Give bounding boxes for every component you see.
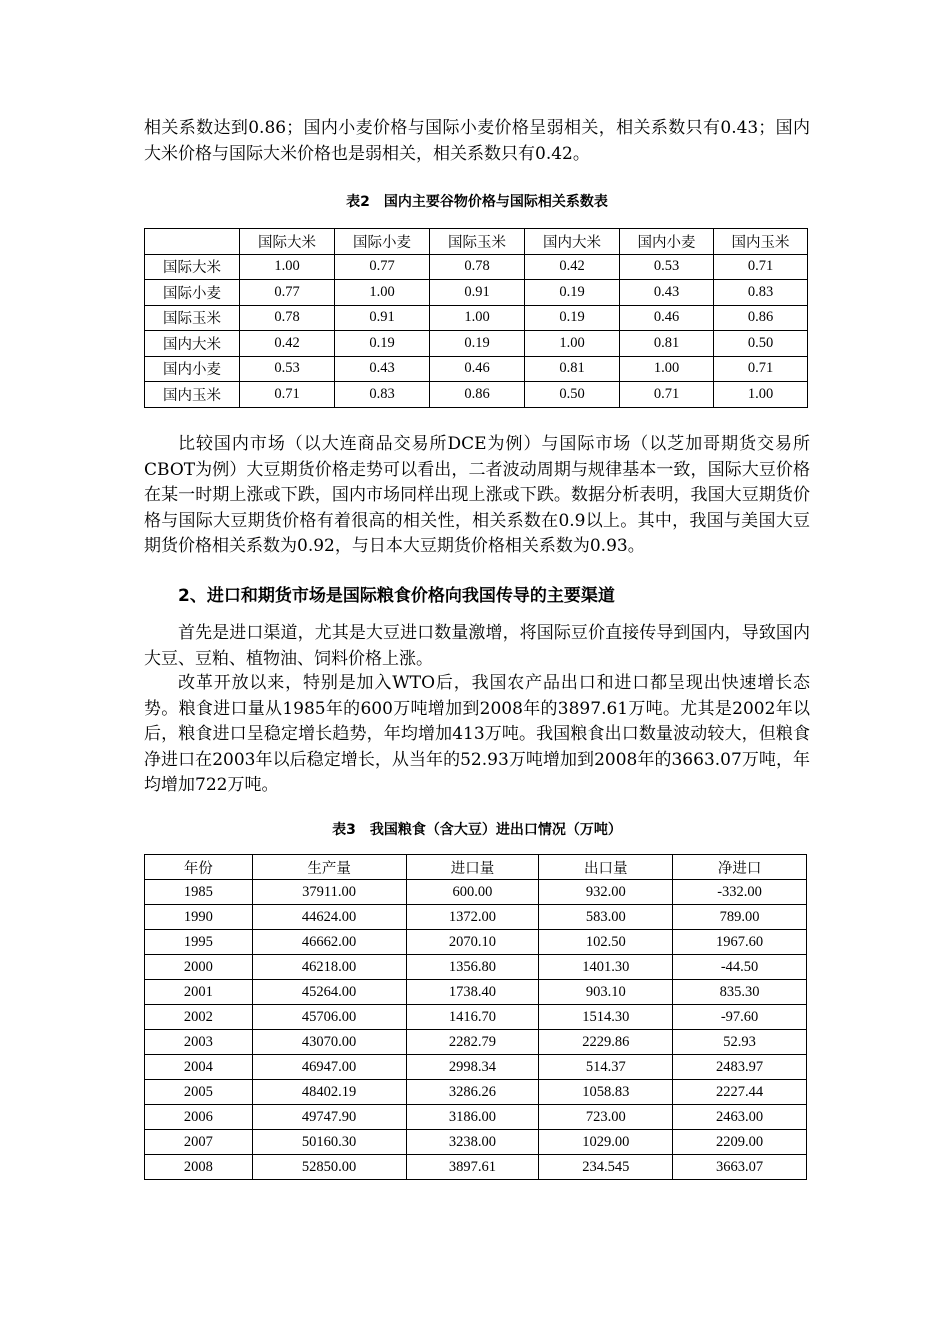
table3-cell: 46662.00 xyxy=(252,930,406,955)
table3-cell: 789.00 xyxy=(673,905,807,930)
table3-cell: 2227.44 xyxy=(673,1080,807,1105)
table-row xyxy=(145,280,808,306)
table2-row-label: 国内玉米 xyxy=(145,382,240,408)
table-row xyxy=(145,254,808,280)
table2-cell: 0.50 xyxy=(714,331,808,357)
table3-cell: 1967.60 xyxy=(673,930,807,955)
table-row xyxy=(145,1055,807,1080)
table2-cell: 0.46 xyxy=(620,305,714,331)
table3-cell: 3186.00 xyxy=(406,1105,539,1130)
table3-cell: 46947.00 xyxy=(252,1055,406,1080)
table-row xyxy=(145,1080,807,1105)
table2-cell: 0.46 xyxy=(430,356,525,382)
table2-cell: 0.42 xyxy=(525,254,620,280)
table2-cell: 0.43 xyxy=(335,356,430,382)
table3-cell: 723.00 xyxy=(539,1105,673,1130)
paragraph-soybean-futures: 比较国内市场（以大连商品交易所DCE为例）与国际市场（以芝加哥期货交易所CBOT为例）大豆期货价格走势可以看出，二者波动周期与规律基本一致，国际大豆价格在某一时期上涨或下跌，国内市场同样出现上涨或下跌。数据分析表明，我国大豆期货价格与国际大豆期货价格有着很高的相关性，相关系数在0.9以上。其中，我国与美国大豆期货价格相关系数为0.92，与日本大豆期货价格相关系数为0.93。 xyxy=(144,434,810,556)
table2-cell: 1.00 xyxy=(714,382,808,408)
table3-header-cell: 生产量 xyxy=(252,855,406,880)
table3-cell: 3238.00 xyxy=(406,1130,539,1155)
table3-cell: 1738.40 xyxy=(406,980,539,1005)
table-row xyxy=(145,305,808,331)
table-row xyxy=(145,905,807,930)
table2-header-row xyxy=(145,229,808,255)
table2-cell: 0.91 xyxy=(430,280,525,306)
table3-cell: 1372.00 xyxy=(406,905,539,930)
table3-cell: 932.00 xyxy=(539,880,673,905)
table3-caption: 表3 我国粮食（含大豆）进出口情况（万吨） xyxy=(332,822,622,838)
table2-cell: 1.00 xyxy=(620,356,714,382)
table3-year-cell: 2007 xyxy=(145,1130,253,1155)
table-row xyxy=(145,356,808,382)
table2-cell: 1.00 xyxy=(430,305,525,331)
table3-cell: 48402.19 xyxy=(252,1080,406,1105)
table2-cell: 0.83 xyxy=(714,280,808,306)
table2-cell: 0.71 xyxy=(240,382,335,408)
table2-correlation xyxy=(144,228,808,408)
table2-cell: 0.19 xyxy=(525,305,620,331)
table3-year-cell: 2006 xyxy=(145,1105,253,1130)
table2-cell: 0.86 xyxy=(430,382,525,408)
table-row xyxy=(145,880,807,905)
table3-cell: 835.30 xyxy=(673,980,807,1005)
table2-cell: 0.71 xyxy=(620,382,714,408)
table2-cell: 0.19 xyxy=(335,331,430,357)
table2-row-label: 国际大米 xyxy=(145,254,240,280)
table3-cell: 52850.00 xyxy=(252,1155,406,1180)
table3-year-cell: 2004 xyxy=(145,1055,253,1080)
table3-grain-trade xyxy=(144,854,807,1180)
table3-year-cell: 1990 xyxy=(145,905,253,930)
table2-header-cell: 国际大米 xyxy=(240,229,335,255)
table2-cell: 0.91 xyxy=(335,305,430,331)
table-row xyxy=(145,1130,807,1155)
table2-row-label: 国际玉米 xyxy=(145,305,240,331)
table3-cell: -332.00 xyxy=(673,880,807,905)
table3-cell: 2282.79 xyxy=(406,1030,539,1055)
table3-cell: 1514.30 xyxy=(539,1005,673,1030)
table2-cell: 0.77 xyxy=(240,280,335,306)
table-row xyxy=(145,1155,807,1180)
table2-header-cell: 国内小麦 xyxy=(620,229,714,255)
table3-cell: 46218.00 xyxy=(252,955,406,980)
paragraph-import-channel: 首先是进口渠道，尤其是大豆进口数量激增，将国际豆价直接传导到国内，导致国内大豆、豆粕、植物油、饲料价格上涨。 xyxy=(144,623,810,669)
table2-cell: 0.19 xyxy=(525,280,620,306)
table3-cell: 1416.70 xyxy=(406,1005,539,1030)
table2-cell: 0.53 xyxy=(240,356,335,382)
table3-cell: -44.50 xyxy=(673,955,807,980)
table2-caption: 表2 国内主要谷物价格与国际相关系数表 xyxy=(346,194,608,210)
table3-cell: -97.60 xyxy=(673,1005,807,1030)
table3-cell: 102.50 xyxy=(539,930,673,955)
section-heading-channels: 2、进口和期货市场是国际粮食价格向我国传导的主要渠道 xyxy=(178,586,615,606)
table3-year-cell: 2008 xyxy=(145,1155,253,1180)
table2-cell: 0.81 xyxy=(525,356,620,382)
table3-cell: 583.00 xyxy=(539,905,673,930)
paragraph-import-growth: 改革开放以来，特别是加入WTO后，我国农产品出口和进口都呈现出快速增长态势。粮食进口量从1985年的600万吨增加到2008年的3897.61万吨。尤其是2002年以后，粮食进口呈稳定增长趋势，年均增加413万吨。我国粮食出口数量波动较大，但粮食净进口在2003年以后稳定增长，从当年的52.93万吨增加到2008年的3663.07万吨，年均增加722万吨。 xyxy=(144,673,810,795)
table-row xyxy=(145,1005,807,1030)
table3-cell: 37911.00 xyxy=(252,880,406,905)
table2-header-cell: 国内玉米 xyxy=(714,229,808,255)
table3-cell: 1029.00 xyxy=(539,1130,673,1155)
table3-cell: 50160.30 xyxy=(252,1130,406,1155)
table2-cell: 0.81 xyxy=(620,331,714,357)
table2-cell: 0.71 xyxy=(714,254,808,280)
table2-row-label: 国际小麦 xyxy=(145,280,240,306)
table3-cell: 45706.00 xyxy=(252,1005,406,1030)
table3-cell: 600.00 xyxy=(406,880,539,905)
table2-cell: 0.19 xyxy=(430,331,525,357)
table-row xyxy=(145,955,807,980)
table3-cell: 2070.10 xyxy=(406,930,539,955)
table2-cell: 0.77 xyxy=(335,254,430,280)
table3-cell: 44624.00 xyxy=(252,905,406,930)
table-row xyxy=(145,331,808,357)
table2-cell: 0.78 xyxy=(240,305,335,331)
table2-cell: 1.00 xyxy=(240,254,335,280)
table-row xyxy=(145,980,807,1005)
table2-cell: 0.50 xyxy=(525,382,620,408)
table3-cell: 234.545 xyxy=(539,1155,673,1180)
table-row xyxy=(145,1030,807,1055)
table3-header-cell: 年份 xyxy=(145,855,253,880)
table3-cell: 1401.30 xyxy=(539,955,673,980)
table3-cell: 514.37 xyxy=(539,1055,673,1080)
table2-cell: 1.00 xyxy=(525,331,620,357)
table-row xyxy=(145,930,807,955)
table3-cell: 43070.00 xyxy=(252,1030,406,1055)
table2-cell: 0.71 xyxy=(714,356,808,382)
table3-header-cell: 进口量 xyxy=(406,855,539,880)
table-row xyxy=(145,1105,807,1130)
table3-cell: 52.93 xyxy=(673,1030,807,1055)
table3-cell: 1356.80 xyxy=(406,955,539,980)
paragraph-correlation-summary: 相关系数达到0.86；国内小麦价格与国际小麦价格呈弱相关，相关系数只有0.43；国内大米价格与国际大米价格也是弱相关，相关系数只有0.42。 xyxy=(144,118,810,164)
table2-header-cell: 国际小麦 xyxy=(335,229,430,255)
table3-cell: 2998.34 xyxy=(406,1055,539,1080)
table3-cell: 2229.86 xyxy=(539,1030,673,1055)
table3-cell: 2483.97 xyxy=(673,1055,807,1080)
table3-year-cell: 2003 xyxy=(145,1030,253,1055)
table3-header-cell: 净进口 xyxy=(673,855,807,880)
table3-year-cell: 2001 xyxy=(145,980,253,1005)
table3-cell: 3286.26 xyxy=(406,1080,539,1105)
table2-cell: 0.43 xyxy=(620,280,714,306)
table3-cell: 49747.90 xyxy=(252,1105,406,1130)
table2-cell: 0.86 xyxy=(714,305,808,331)
table3-year-cell: 1995 xyxy=(145,930,253,955)
table2-row-label: 国内小麦 xyxy=(145,356,240,382)
table3-year-cell: 2000 xyxy=(145,955,253,980)
table3-cell: 903.10 xyxy=(539,980,673,1005)
table2-header-cell: 国际玉米 xyxy=(430,229,525,255)
table2-cell: 0.78 xyxy=(430,254,525,280)
table3-cell: 3663.07 xyxy=(673,1155,807,1180)
table3-year-cell: 2005 xyxy=(145,1080,253,1105)
table2-cell: 0.83 xyxy=(335,382,430,408)
table3-year-cell: 2002 xyxy=(145,1005,253,1030)
table3-cell: 3897.61 xyxy=(406,1155,539,1180)
table2-header-cell xyxy=(145,229,240,255)
table2-cell: 0.42 xyxy=(240,331,335,357)
table2-row-label: 国内大米 xyxy=(145,331,240,357)
table3-year-cell: 1985 xyxy=(145,880,253,905)
table3-cell: 1058.83 xyxy=(539,1080,673,1105)
table3-cell: 45264.00 xyxy=(252,980,406,1005)
table3-header-cell: 出口量 xyxy=(539,855,673,880)
table2-cell: 1.00 xyxy=(335,280,430,306)
table3-header-row xyxy=(145,855,807,880)
table3-cell: 2209.00 xyxy=(673,1130,807,1155)
table3-cell: 2463.00 xyxy=(673,1105,807,1130)
table2-header-cell: 国内大米 xyxy=(525,229,620,255)
table-row xyxy=(145,382,808,408)
table2-cell: 0.53 xyxy=(620,254,714,280)
